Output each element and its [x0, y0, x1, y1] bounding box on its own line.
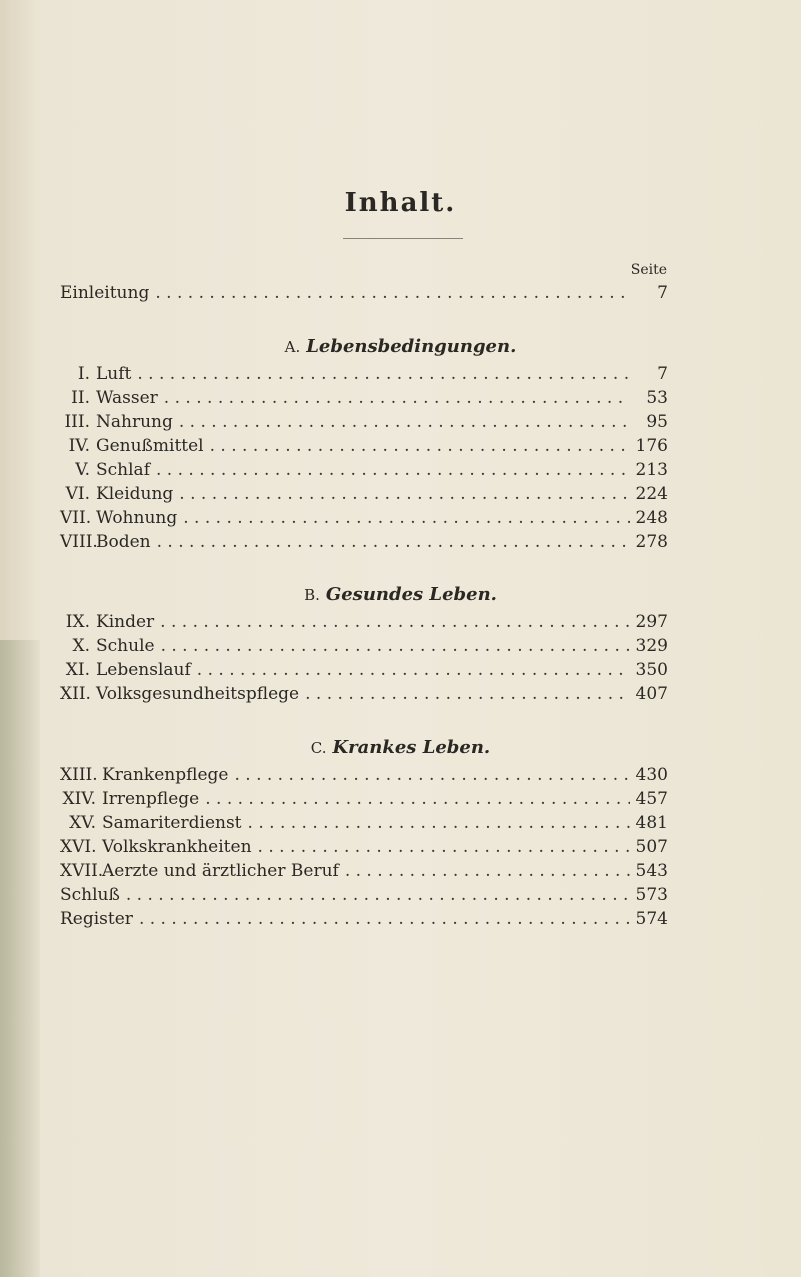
section-letter: C. [310, 739, 327, 757]
toc-entry-page: 430 [635, 765, 668, 785]
toc-entry-page: 224 [635, 484, 668, 504]
toc-entry-page: 329 [635, 636, 668, 656]
toc-entry-number: XI. [65, 660, 90, 680]
toc-entry[interactable] [60, 483, 668, 505]
toc-entry[interactable] [60, 683, 668, 705]
toc-entry-label: Lebenslauf [96, 660, 191, 680]
leader-dots [345, 860, 630, 882]
toc-entry[interactable] [60, 659, 668, 681]
leader-dots [160, 611, 629, 633]
leader-dots [305, 683, 629, 705]
toc-entry-page: 507 [635, 837, 668, 857]
leader-dots [205, 788, 629, 810]
leader-dots [234, 764, 629, 786]
section-letter: A. [284, 338, 301, 356]
toc-entry-label: Volksgesundheitspflege [96, 684, 300, 704]
leader-dots [139, 908, 630, 930]
toc-entry-page: 574 [635, 909, 668, 929]
toc-entry-label: Kinder [96, 612, 155, 632]
toc-entry-page: 573 [635, 885, 668, 905]
toc-entry-label: Genußmittel [96, 436, 204, 456]
page-stain [0, 640, 40, 1277]
toc-entry[interactable] [60, 459, 668, 481]
toc-entry[interactable] [60, 507, 668, 529]
toc-entry-label: Irrenpflege [102, 789, 200, 809]
toc-entry-label: Aerzte und ärztlicher Beruf [102, 861, 339, 881]
toc-entry[interactable] [60, 435, 668, 457]
toc-entry[interactable] [60, 764, 668, 786]
leader-dots [164, 387, 630, 409]
toc-entry-page: 278 [635, 532, 668, 552]
toc-entry-label: Nahrung [96, 412, 173, 432]
toc-entry-number: XIII. [60, 765, 98, 785]
section-title: Krankes Leben. [332, 737, 491, 758]
leader-dots [137, 363, 630, 385]
toc-entry-page: 176 [635, 436, 668, 456]
toc-entry-page: 457 [635, 789, 668, 809]
toc-entry-number: X. [72, 636, 90, 656]
toc-entry-number: XVII. [60, 861, 104, 881]
section-letter: B. [304, 586, 320, 604]
toc-entry-page: 350 [635, 660, 668, 680]
toc-entry-number: II. [71, 388, 90, 408]
toc-entry-label: Wasser [96, 388, 158, 408]
toc-entry[interactable] [60, 611, 668, 633]
toc-entry-number: XV. [69, 813, 96, 833]
toc-entry-label: Boden [96, 532, 151, 552]
toc-entry-label: Krankenpflege [102, 765, 229, 785]
toc-entry-label: Schule [96, 636, 155, 656]
toc-entry-intro[interactable] [60, 282, 668, 304]
toc-entry-label: Register [60, 909, 133, 929]
toc-entry-label: Samariterdienst [102, 813, 242, 833]
toc-entry[interactable] [60, 788, 668, 810]
page-column-header: Seite [630, 262, 667, 278]
toc-entry[interactable] [60, 411, 668, 433]
toc-entry-page: 53 [646, 388, 668, 408]
toc-entry[interactable] [60, 387, 668, 409]
section-heading-a [0, 336, 801, 357]
toc-entry-page: 7 [657, 364, 668, 384]
leader-dots [197, 659, 630, 681]
toc-entry-page: 481 [635, 813, 668, 833]
toc-entry-page: 7 [657, 283, 668, 303]
toc-entry[interactable] [60, 531, 668, 553]
toc-entry-number: XIV. [62, 789, 96, 809]
section-heading-b [0, 584, 801, 605]
leader-dots [157, 531, 630, 553]
leader-dots [155, 282, 630, 304]
leader-dots [126, 884, 630, 906]
toc-entry-number: VI. [65, 484, 90, 504]
toc-entry-label: Volkskrankheiten [102, 837, 252, 857]
leader-dots [248, 812, 630, 834]
toc-entry-register[interactable] [60, 908, 668, 930]
toc-entry-number: XVI. [60, 837, 97, 857]
toc-entry-label: Kleidung [96, 484, 174, 504]
toc-entry-page: 95 [646, 412, 668, 432]
leader-dots [156, 459, 630, 481]
toc-entry[interactable] [60, 836, 668, 858]
toc-entry-conclusion[interactable] [60, 884, 668, 906]
toc-entry-number: I. [77, 364, 90, 384]
toc-entry[interactable] [60, 812, 668, 834]
leader-dots [210, 435, 630, 457]
leader-dots [179, 483, 629, 505]
toc-entry-number: VII. [60, 508, 92, 528]
section-title: Lebensbedingungen. [306, 336, 517, 357]
section-title: Gesundes Leben. [325, 584, 497, 605]
toc-entry-label: Wohnung [96, 508, 178, 528]
toc-entry[interactable] [60, 860, 668, 882]
section-heading-c [0, 737, 801, 758]
toc-entry-page: 248 [635, 508, 668, 528]
toc-entry-page: 543 [635, 861, 668, 881]
toc-entry-number: IV. [68, 436, 90, 456]
leader-dots [179, 411, 630, 433]
title-divider [343, 238, 463, 239]
toc-entry-number: V. [75, 460, 90, 480]
leader-dots [183, 507, 629, 529]
toc-entry-page: 407 [635, 684, 668, 704]
toc-entry-page: 213 [635, 460, 668, 480]
toc-entry-number: IX. [65, 612, 90, 632]
page-title: Inhalt. [344, 188, 457, 218]
toc-entry-page: 297 [635, 612, 668, 632]
toc-entry-number: VIII. [60, 532, 98, 552]
toc-entry-label: Luft [96, 364, 132, 384]
toc-entry[interactable] [60, 363, 668, 385]
toc-entry-label: Schlaf [96, 460, 150, 480]
toc-entry[interactable] [60, 635, 668, 657]
leader-dots [161, 635, 630, 657]
leader-dots [258, 836, 630, 858]
toc-entry-number: III. [64, 412, 90, 432]
toc-entry-label: Schluß [60, 885, 120, 905]
toc-entry-label: Einleitung [60, 283, 150, 303]
toc-entry-number: XII. [60, 684, 91, 704]
